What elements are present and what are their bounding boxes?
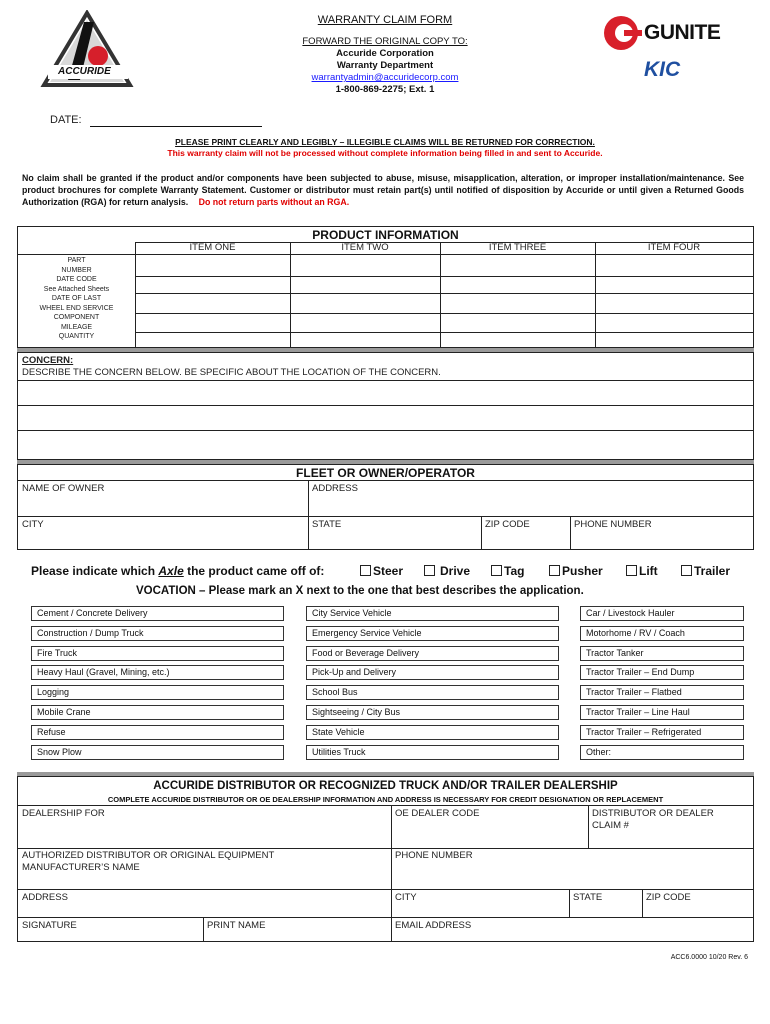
dealer-zip-label: ZIP CODE xyxy=(646,892,691,903)
accuride-logo-graphic xyxy=(40,10,135,90)
claim-number-line1: DISTRIBUTOR OR DEALER xyxy=(592,808,714,819)
fleet-title: FLEET OR OWNER/OPERATOR xyxy=(296,466,475,480)
dealership-for-label: DEALERSHIP FOR xyxy=(22,808,105,819)
vocation-option-label: Tractor Trailer – Line Haul xyxy=(586,707,690,717)
vocation-option[interactable] xyxy=(306,745,559,760)
product-information-section xyxy=(17,226,754,348)
vocation-option-label: Tractor Trailer – Flatbed xyxy=(586,687,682,698)
vocation-option-label: Pick-Up and Delivery xyxy=(312,667,397,678)
fleet-address-label: ADDRESS xyxy=(312,483,358,494)
vocation-option[interactable] xyxy=(31,606,284,621)
authorized-name-label xyxy=(22,850,274,874)
vocation-option-label: Cement / Concrete Delivery xyxy=(37,608,148,618)
steer-checkbox[interactable] xyxy=(360,565,371,576)
vocation-title: VOCATION – Please mark an X next to the one that best describes the application. xyxy=(136,585,584,597)
vocation-option-label: Other: xyxy=(586,746,612,757)
print-name-label: PRINT NAME xyxy=(207,920,266,931)
vocation-option[interactable] xyxy=(580,665,744,680)
claim-number-label xyxy=(592,808,714,832)
vocation-option[interactable] xyxy=(306,665,559,680)
email-link[interactable]: warrantyadmin@accuridecorp.com xyxy=(311,72,459,83)
fleet-zip-label: ZIP CODE xyxy=(485,519,530,530)
trailer-label: Trailer xyxy=(694,564,731,578)
row-label-number: NUMBER xyxy=(61,266,92,274)
vocation-option[interactable] xyxy=(306,705,559,720)
fleet-section xyxy=(17,464,754,550)
pusher-checkbox[interactable] xyxy=(549,565,560,576)
trailer-checkbox[interactable] xyxy=(681,565,692,576)
item-one-header: ITEM ONE xyxy=(189,242,236,253)
axle-steer-option[interactable] xyxy=(360,564,403,578)
axle-trailer-option[interactable] xyxy=(681,564,730,578)
rga-warning: Do not return parts without an RGA. xyxy=(198,197,350,207)
concern-title: CONCERN: xyxy=(22,355,74,366)
pusher-label: Pusher xyxy=(562,564,603,578)
vocation-option[interactable] xyxy=(580,705,744,720)
vocation-option-label: Construction / Dump Truck xyxy=(37,627,144,638)
axle-prompt-after: the product came off of: xyxy=(183,564,325,578)
oe-dealer-code-label: OE DEALER CODE xyxy=(395,808,480,819)
vocation-option[interactable] xyxy=(306,725,559,740)
vocation-option[interactable] xyxy=(31,705,284,720)
drive-label: Drive xyxy=(440,564,471,578)
tag-checkbox[interactable] xyxy=(491,565,502,576)
vocation-option[interactable] xyxy=(31,665,284,680)
vocation-option[interactable] xyxy=(580,685,744,700)
vocation-option-label: Fire Truck xyxy=(37,647,78,658)
axle-pusher-option[interactable] xyxy=(549,564,603,578)
vocation-option-label: Food or Beverage Delivery xyxy=(312,647,420,658)
vocation-option-label: Refuse xyxy=(37,726,66,737)
axle-prompt-axle: Axle xyxy=(158,564,184,578)
dealer-state-label: STATE xyxy=(573,892,603,903)
item-two-header: ITEM TWO xyxy=(341,242,389,253)
item-three-header: ITEM THREE xyxy=(488,242,547,253)
processing-notice: This warranty claim will not be processed without complete information being filled in and sent to Accuride. xyxy=(167,148,603,158)
vocation-option-label: School Bus xyxy=(312,687,358,698)
vocation-option-label: Tractor Trailer – End Dump xyxy=(586,667,695,678)
vocation-option-label: Utilities Truck xyxy=(312,746,366,757)
accuride-logo xyxy=(40,10,135,90)
gunite-logo-text: GUNITE xyxy=(644,21,721,44)
dealer-address-label: ADDRESS xyxy=(22,892,68,903)
email-address-label: EMAIL ADDRESS xyxy=(395,920,472,931)
vocation-option[interactable] xyxy=(580,626,744,641)
vocation-option[interactable] xyxy=(306,626,559,641)
vocation-option-label: Motorhome / RV / Coach xyxy=(586,627,685,638)
forward-label: FORWARD THE ORIGINAL COPY TO: xyxy=(302,36,468,47)
fleet-phone-label: PHONE NUMBER xyxy=(574,519,652,530)
accuride-logo-text: ACCURIDE xyxy=(58,66,111,77)
vocation-option-label: City Service Vehicle xyxy=(312,608,392,618)
gunite-logo-mark xyxy=(602,14,642,52)
vocation-option-label: Heavy Haul (Gravel, Mining, etc.) xyxy=(37,667,170,678)
concern-section[interactable] xyxy=(17,352,754,460)
kic-logo: KIC xyxy=(644,58,681,81)
row-label-part: PART xyxy=(67,257,86,264)
row-label-wheel-end: WHEEL END SERVICE xyxy=(39,304,114,312)
drive-checkbox[interactable] xyxy=(424,565,435,576)
vocation-option[interactable] xyxy=(31,745,284,760)
vocation-option-label: Emergency Service Vehicle xyxy=(312,627,422,638)
row-label-quantity: QUANTITY xyxy=(58,333,95,340)
claim-terms-paragraph xyxy=(22,172,744,208)
dealer-phone-label: PHONE NUMBER xyxy=(395,850,473,861)
vocation-option-label: Mobile Crane xyxy=(37,707,91,717)
vocation-option-label: Snow Plow xyxy=(37,746,82,757)
axle-drive-option[interactable] xyxy=(424,564,470,578)
axle-lift-option[interactable] xyxy=(626,564,658,578)
item-four-header: ITEM FOUR xyxy=(647,242,701,253)
vocation-option-label: Car / Livestock Hauler xyxy=(586,608,675,618)
steer-label: Steer xyxy=(373,564,404,578)
row-label-mileage: MILEAGE xyxy=(60,323,93,331)
claim-number-line2: CLAIM # xyxy=(592,820,629,831)
fleet-city-label: CITY xyxy=(22,519,44,530)
dealer-city-label: CITY xyxy=(395,892,417,903)
vocation-option[interactable] xyxy=(580,745,744,760)
vocation-option[interactable] xyxy=(306,606,559,621)
claim-terms-text: No claim shall be granted if the product and/or components have been subjected to abuse, misuse, misapplication, alteration, or improper installation/maintenance. See product brochures for complete Warranty Statement. Customer or distributor must retain part(s) until notified of disposition by Accuride or until given a Returned Goods Authorization (RGA) for return analysis. xyxy=(22,173,744,207)
fleet-state-label: STATE xyxy=(312,519,342,530)
tag-label: Tag xyxy=(504,564,525,578)
company-name: Accuride Corporation xyxy=(336,48,434,59)
vocation-option[interactable] xyxy=(306,646,559,661)
row-label-date-last: DATE OF LAST xyxy=(51,295,102,302)
vocation-option[interactable] xyxy=(580,725,744,740)
form-revision: ACC6.0000 10/20 Rev. 6 xyxy=(670,954,748,961)
vocation-option[interactable] xyxy=(31,725,284,740)
concern-instruction: DESCRIBE THE CONCERN BELOW. BE SPECIFIC ABOUT THE LOCATION OF THE CONCERN. xyxy=(22,367,441,378)
product-row-labels xyxy=(18,256,135,342)
vocation-option[interactable] xyxy=(31,685,284,700)
name-of-owner-label: NAME OF OWNER xyxy=(22,483,105,494)
signature-label: SIGNATURE xyxy=(22,920,77,931)
date-label: DATE: xyxy=(50,114,82,126)
authorized-line1: AUTHORIZED DISTRIBUTOR OR ORIGINAL EQUIPMENT xyxy=(22,850,275,861)
axle-prompt xyxy=(31,564,324,578)
vocation-option-label: State Vehicle xyxy=(312,726,365,737)
row-label-see-sheets: See Attached Sheets xyxy=(43,285,110,293)
axle-tag-option[interactable] xyxy=(491,564,524,578)
product-information-title: PRODUCT INFORMATION xyxy=(312,228,459,242)
vocation-option[interactable] xyxy=(31,646,284,661)
vocation-option[interactable] xyxy=(580,646,744,661)
vocation-option-label: Tractor Trailer – Refrigerated xyxy=(586,726,702,737)
gunite-logo xyxy=(602,14,737,54)
phone-number: 1-800-869-2275; Ext. 1 xyxy=(335,84,435,95)
department-name: Warranty Department xyxy=(336,60,434,71)
vocation-option[interactable] xyxy=(580,606,744,621)
print-clearly-notice: PLEASE PRINT CLEARLY AND LEGIBLY – ILLEGIBLE CLAIMS WILL BE RETURNED FOR CORRECTION. xyxy=(175,137,595,147)
authorized-line2: MANUFACTURER’S NAME xyxy=(22,862,140,873)
axle-prompt-before: Please indicate which xyxy=(31,564,159,578)
vocation-option[interactable] xyxy=(306,685,559,700)
vocation-option-label: Logging xyxy=(37,687,70,698)
dealer-subtitle: COMPLETE ACCURIDE DISTRIBUTOR OR OE DEALERSHIP INFORMATION AND ADDRESS IS NECESSARY FOR CREDIT DESIGNATION OR REPLACEMENT xyxy=(107,795,664,804)
row-label-component: COMPONENT xyxy=(53,314,100,321)
form-title: WARRANTY CLAIM FORM xyxy=(317,14,453,26)
lift-label: Lift xyxy=(639,564,658,578)
dealer-section xyxy=(17,776,754,942)
vocation-option-label: Sightseeing / City Bus xyxy=(312,707,401,717)
vocation-option-label: Tractor Tanker xyxy=(586,647,644,658)
date-field[interactable] xyxy=(90,113,262,127)
lift-checkbox[interactable] xyxy=(626,565,637,576)
row-label-date-code: DATE CODE xyxy=(56,276,97,283)
vocation-option[interactable] xyxy=(31,626,284,641)
dealer-title: ACCURIDE DISTRIBUTOR OR RECOGNIZED TRUCK AND/OR TRAILER DEALERSHIP xyxy=(153,780,618,792)
